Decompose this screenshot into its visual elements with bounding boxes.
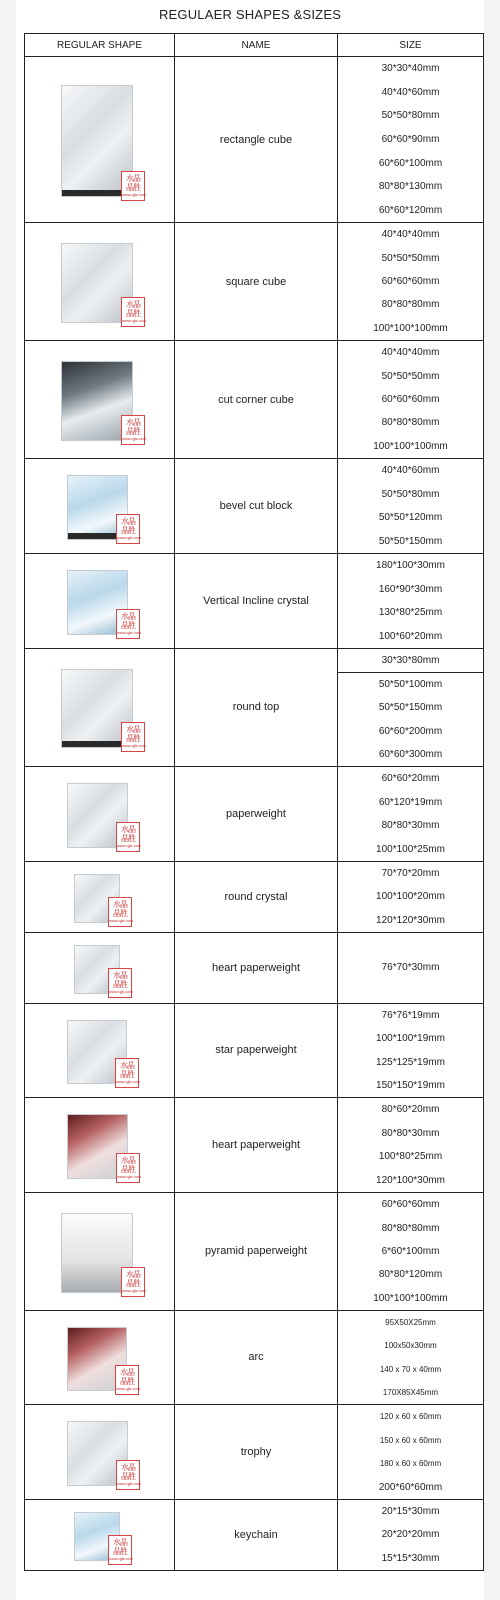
watermark-stamp <box>121 1267 145 1297</box>
size-value: 20*15*30mm <box>381 1506 440 1518</box>
size-value: 120 x 60 x 60mm <box>379 1412 442 1422</box>
left-margin <box>0 0 16 1600</box>
size-value: 180 x 60 x 60mm <box>379 1459 442 1469</box>
watermark-site: www.qjls.com <box>122 318 147 323</box>
product-photo-cell <box>25 223 175 341</box>
product-photo-cell <box>25 341 175 459</box>
size-value: 60*60*90mm <box>381 133 440 145</box>
product-name: trophy <box>175 1404 338 1499</box>
watermark-stamp <box>108 897 132 927</box>
product-name: rectangle cube <box>175 57 338 223</box>
table-row-star-paperweight <box>25 1003 484 1097</box>
size-list <box>338 932 484 1003</box>
watermark-site: www.qjls.com <box>122 192 147 197</box>
table-row-heart-paperweight-1 <box>25 932 484 1003</box>
watermark-stamp <box>121 297 145 327</box>
product-photo-cell <box>25 649 175 767</box>
product-name: arc <box>175 1310 338 1404</box>
size-list <box>338 1003 484 1097</box>
size-value: 50*50*80mm <box>381 488 440 500</box>
size-value: 100*100*25mm <box>376 843 445 855</box>
watermark-stamp <box>116 514 140 544</box>
watermark-site: www.qjls.com <box>116 1078 141 1084</box>
size-value: 60*60*60mm <box>381 275 440 287</box>
table-row-square-cube <box>25 223 484 341</box>
watermark-stamp <box>121 171 145 201</box>
product-photo-cell <box>25 1192 175 1310</box>
watermark-line2: 晶胜 <box>121 1164 135 1174</box>
size-list <box>338 223 484 341</box>
watermark-line2: 晶胜 <box>113 979 127 989</box>
watermark-line2: 晶胜 <box>121 833 135 843</box>
watermark-stamp <box>115 1365 139 1395</box>
watermark-stamp <box>116 822 140 852</box>
size-value: 80*80*30mm <box>381 1127 440 1139</box>
size-value: 20*20*20mm <box>381 1529 440 1541</box>
table-row-vertical-incline-crystal <box>25 554 484 649</box>
size-list <box>338 766 484 861</box>
watermark-line1: 水晶 <box>126 174 140 183</box>
table-row-rectangle-cube <box>25 57 484 223</box>
size-value: 76*76*19mm <box>381 1010 440 1022</box>
size-value: 170X85X45mm <box>382 1387 439 1397</box>
header-name: NAME <box>175 34 338 57</box>
table-row-round-crystal <box>25 861 484 932</box>
watermark-site: www.qjls.com <box>117 1173 142 1179</box>
size-value: 6*60*100mm <box>381 1245 440 1257</box>
product-name: star paperweight <box>175 1003 338 1097</box>
product-name: paperweight <box>175 766 338 861</box>
watermark-site: www.qjls.com <box>109 917 134 923</box>
size-value: 50*50*50mm <box>381 370 440 382</box>
size-value: 100*100*100mm <box>373 440 448 452</box>
size-value: 30*30*80mm <box>381 655 440 667</box>
size-list <box>338 1097 484 1192</box>
table-body <box>25 57 484 1571</box>
size-list <box>338 861 484 932</box>
table-row-trophy <box>25 1404 484 1499</box>
watermark-line2: 晶胜 <box>121 621 135 630</box>
size-value: 150*150*19mm <box>376 1079 445 1091</box>
size-value: 50*50*150mm <box>378 702 443 714</box>
watermark-stamp <box>121 722 145 752</box>
watermark-line1: 水晶 <box>120 1060 134 1070</box>
product-photo-cell <box>25 766 175 861</box>
product-photo-cell <box>25 861 175 932</box>
size-value: 130*80*25mm <box>378 607 443 619</box>
watermark-line2: 晶胜 <box>121 526 135 535</box>
shapes-sizes-table <box>24 33 484 1571</box>
size-value: 60*60*20mm <box>381 773 440 785</box>
header-size: SIZE <box>338 34 484 57</box>
size-value: 76*70*30mm <box>381 962 440 974</box>
size-value: 180*100*30mm <box>376 560 445 572</box>
product-photo-cell <box>25 1097 175 1192</box>
size-value: 100*100*20mm <box>376 891 445 903</box>
size-value: 125*125*19mm <box>376 1056 445 1068</box>
watermark-stamp <box>116 1460 140 1490</box>
product-name: Vertical Incline crystal <box>175 554 338 649</box>
watermark-site: www.qjls.com <box>122 1287 147 1293</box>
size-list <box>338 1310 484 1404</box>
header-shape: REGULAR SHAPE <box>25 34 175 57</box>
product-name: pyramid paperweight <box>175 1192 338 1310</box>
size-value: 40*40*40mm <box>381 229 440 241</box>
table-row-arc <box>25 1310 484 1404</box>
size-list <box>338 57 484 223</box>
watermark-stamp <box>121 415 145 445</box>
size-value: 50*50*120mm <box>378 512 443 524</box>
size-list <box>338 1404 484 1499</box>
product-photo-cell <box>25 57 175 223</box>
watermark-line1: 水晶 <box>126 300 140 309</box>
watermark-line1: 水晶 <box>113 1537 127 1547</box>
size-value: 100*60*20mm <box>378 630 443 642</box>
watermark-site: www.qjls.com <box>117 535 142 540</box>
product-name: bevel cut block <box>175 459 338 554</box>
watermark-site: www.qjls.com <box>117 630 142 635</box>
size-list <box>338 554 484 649</box>
watermark-line1: 水晶 <box>121 1155 135 1165</box>
size-value: 160*90*30mm <box>378 583 443 595</box>
size-value: 50*50*80mm <box>381 110 440 122</box>
table-row-heart-paperweight-2 <box>25 1097 484 1192</box>
watermark-line1: 水晶 <box>126 1269 140 1279</box>
product-photo-cell <box>25 459 175 554</box>
watermark-site: www.qjls.com <box>122 436 147 441</box>
product-photo-cell <box>25 1003 175 1097</box>
size-value: 50*50*100mm <box>338 672 483 696</box>
size-value: 100x50x30mm <box>384 1341 437 1351</box>
page-title: REGULAER SHAPES &SIZES <box>158 7 342 22</box>
watermark-line1: 水晶 <box>120 1367 134 1377</box>
size-value: 100*100*100mm <box>373 322 448 334</box>
product-photo-cell <box>25 1404 175 1499</box>
size-value: 80*80*120mm <box>378 1269 443 1281</box>
product-name: round top <box>175 649 338 767</box>
size-list <box>338 1192 484 1310</box>
watermark-line2: 晶胜 <box>126 734 140 743</box>
product-name: round crystal <box>175 861 338 932</box>
product-name: square cube <box>175 223 338 341</box>
size-list <box>338 459 484 554</box>
watermark-line1: 水晶 <box>121 612 135 621</box>
watermark-line2: 晶胜 <box>121 1471 135 1481</box>
watermark-stamp <box>116 609 140 639</box>
size-value: 40*40*40mm <box>381 347 440 359</box>
size-value: 40*40*60mm <box>381 465 440 477</box>
watermark-line2: 晶胜 <box>126 427 140 436</box>
watermark-line1: 水晶 <box>126 418 140 427</box>
size-value: 100*100*19mm <box>376 1033 445 1045</box>
size-value: 120*120*30mm <box>376 914 445 926</box>
table-header-row <box>25 34 484 57</box>
size-value: 50*50*50mm <box>381 252 440 264</box>
watermark-site: www.qjls.com <box>109 1555 134 1561</box>
product-name: heart paperweight <box>175 932 338 1003</box>
product-photo-cell <box>25 932 175 1003</box>
size-value: 80*60*20mm <box>381 1104 440 1116</box>
size-value: 140 x 70 x 40mm <box>379 1364 442 1374</box>
size-value: 60*60*300mm <box>378 748 443 760</box>
product-photo-cell <box>25 1499 175 1570</box>
size-value: 200*60*60mm <box>378 1481 443 1493</box>
size-value: 60*60*200mm <box>378 725 443 737</box>
watermark-stamp <box>116 1153 140 1183</box>
watermark-site: www.qjls.com <box>109 988 134 994</box>
table-row-bevel-cut-block <box>25 459 484 554</box>
watermark-site: www.qjls.com <box>117 1480 142 1486</box>
size-value: 50*50*150mm <box>378 535 443 547</box>
watermark-stamp <box>108 968 132 998</box>
product-name: cut corner cube <box>175 341 338 459</box>
size-list <box>338 1499 484 1570</box>
size-value: 100*80*25mm <box>378 1151 443 1163</box>
size-value: 60*60*120mm <box>378 204 443 216</box>
table-row-cut-corner-cube <box>25 341 484 459</box>
watermark-line2: 晶胜 <box>120 1069 134 1079</box>
watermark-stamp <box>115 1058 139 1088</box>
product-photo-cell <box>25 1310 175 1404</box>
watermark-line1: 水晶 <box>121 517 135 526</box>
size-value: 40*40*60mm <box>381 86 440 98</box>
table-row-pyramid-paperweight <box>25 1192 484 1310</box>
size-list <box>338 649 484 767</box>
size-value: 80*80*80mm <box>381 417 440 429</box>
size-value: 80*80*130mm <box>378 181 443 193</box>
watermark-line2: 晶胜 <box>113 1546 127 1556</box>
size-value: 30*30*40mm <box>381 63 440 75</box>
size-value: 150 x 60 x 60mm <box>379 1435 442 1445</box>
watermark-line2: 晶胜 <box>120 1376 134 1386</box>
size-value: 100*100*100mm <box>373 1292 448 1304</box>
size-value: 15*15*30mm <box>381 1552 440 1564</box>
product-name: keychain <box>175 1499 338 1570</box>
size-list <box>338 341 484 459</box>
watermark-line1: 水晶 <box>121 1462 135 1472</box>
table-row-paperweight <box>25 766 484 861</box>
size-value: 80*80*30mm <box>381 820 440 832</box>
watermark-site: www.qjls.com <box>116 1385 141 1391</box>
watermark-line1: 水晶 <box>113 899 127 909</box>
table-row-keychain <box>25 1499 484 1570</box>
watermark-line2: 晶胜 <box>126 183 140 192</box>
watermark-stamp <box>108 1535 132 1565</box>
size-value: 80*80*80mm <box>381 299 440 311</box>
size-value: 80*80*80mm <box>381 1222 440 1234</box>
size-value: 95X50X25mm <box>385 1318 436 1328</box>
watermark-line1: 水晶 <box>126 725 140 734</box>
size-value: 60*60*60mm <box>381 1199 440 1211</box>
product-photo-cell <box>25 554 175 649</box>
watermark-site: www.qjls.com <box>122 743 147 748</box>
product-name: heart paperweight <box>175 1097 338 1192</box>
watermark-site: www.qjls.com <box>117 842 142 848</box>
size-value: 70*70*20mm <box>381 868 440 880</box>
watermark-line2: 晶胜 <box>113 908 127 918</box>
size-value: 120*100*30mm <box>376 1174 445 1186</box>
size-value: 60*60*100mm <box>378 157 443 169</box>
size-value: 60*120*19mm <box>378 796 443 808</box>
table-row-round-top <box>25 649 484 767</box>
watermark-line1: 水晶 <box>113 970 127 980</box>
watermark-line1: 水晶 <box>121 824 135 834</box>
right-margin <box>484 0 500 1600</box>
watermark-line2: 晶胜 <box>126 1278 140 1288</box>
watermark-line2: 晶胜 <box>126 309 140 318</box>
size-value: 60*60*60mm <box>381 393 440 405</box>
